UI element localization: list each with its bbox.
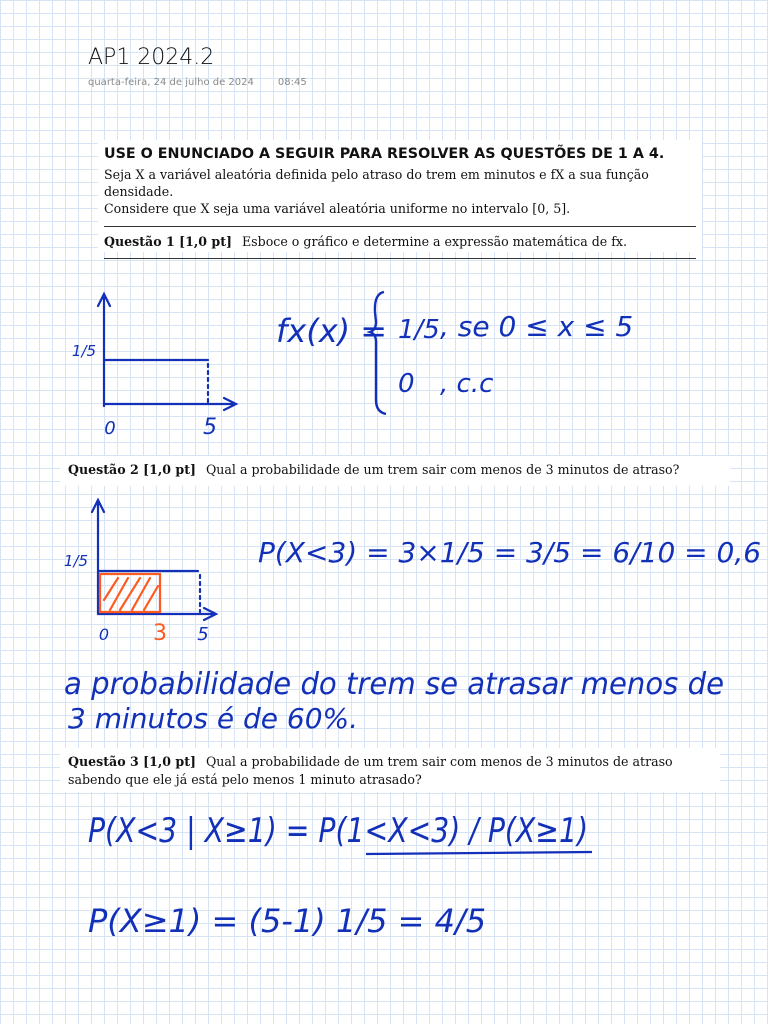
q1-case2-value: 0: [398, 369, 415, 399]
q1-x-end: 5: [203, 415, 217, 440]
question-1-label: Questão 1 [1,0 pt]: [104, 234, 232, 249]
q2-x-mark: 3: [153, 621, 167, 646]
q1-sketch: [98, 294, 236, 410]
q1-formula: [276, 292, 633, 414]
statement-line-1: Seja X a variável aleatória definida pelo atraso do trem em minutos e fX a sua função densidade.: [104, 167, 649, 199]
q1-y-tick: 1/5: [71, 342, 97, 360]
q2-y-axis: [92, 500, 104, 614]
q3-probability: P(X≥1) = (5-1) 1/5 = 4/5: [88, 902, 487, 940]
q1-x-axis: [104, 398, 236, 410]
statement-heading: USE O ENUNCIADO A SEGUIR PARA RESOLVER AS QUESTÕES DE 1 A 4.: [104, 146, 665, 162]
q2-x-axis: [98, 608, 216, 620]
question-2-label: Questão 2 [1,0 pt]: [68, 462, 196, 477]
q3-conditional: P(X<3 | X≥1) = P(1<X<3) / P(X≥1): [88, 811, 588, 851]
question-3-label: Questão 3 [1,0 pt]: [68, 754, 196, 769]
q2-sketch: [92, 500, 216, 620]
q2-y-tick: 1/5: [63, 552, 89, 570]
q1-cases-brace: [370, 292, 386, 414]
question-2-text: Qual a probabilidade de um trem sair com menos de 3 minutos de atraso?: [205, 462, 680, 477]
page-time: 08:45: [277, 77, 307, 88]
q1-x-start: 0: [104, 418, 116, 439]
page-title: AP1 2024.2: [88, 45, 215, 70]
page-date: quarta-feira, 24 de julho de 2024: [88, 77, 254, 88]
q2-answer-line-2: 3 minutos é de 60%.: [68, 702, 359, 735]
question-3-text-1: Qual a probabilidade de um trem sair com menos de 3 minutos de atraso: [205, 754, 673, 769]
q1-y-axis: [98, 294, 110, 406]
q1-case2-condition: , c.c: [440, 369, 494, 399]
q2-answer-line-1: a probabilidade do trem se atrasar menos de: [64, 667, 724, 702]
q2-x-end: 5: [197, 624, 209, 645]
q1-case1-value: 1/5: [398, 315, 440, 345]
question-1-text: Esboce o gráfico e determine a expressão matemática de fx.: [241, 234, 628, 249]
q1-formula-lhs: fx(x) =: [276, 312, 388, 350]
q1-case1-condition: , se 0 ≤ x ≤ 5: [440, 310, 634, 343]
q2-x-start: 0: [98, 625, 110, 644]
statement-line-2: Considere que X seja uma variável aleatória uniforme no intervalo [0, 5].: [104, 201, 571, 216]
q3-fraction-bar: [366, 852, 592, 854]
q2-shaded-hatching: [104, 578, 158, 610]
q2-equation: P(X<3) = 3×1/5 = 3/5 = 6/10 = 0,6: [258, 536, 762, 569]
question-3-text-2: sabendo que ele já está pelo menos 1 minuto atrasado?: [68, 772, 422, 787]
